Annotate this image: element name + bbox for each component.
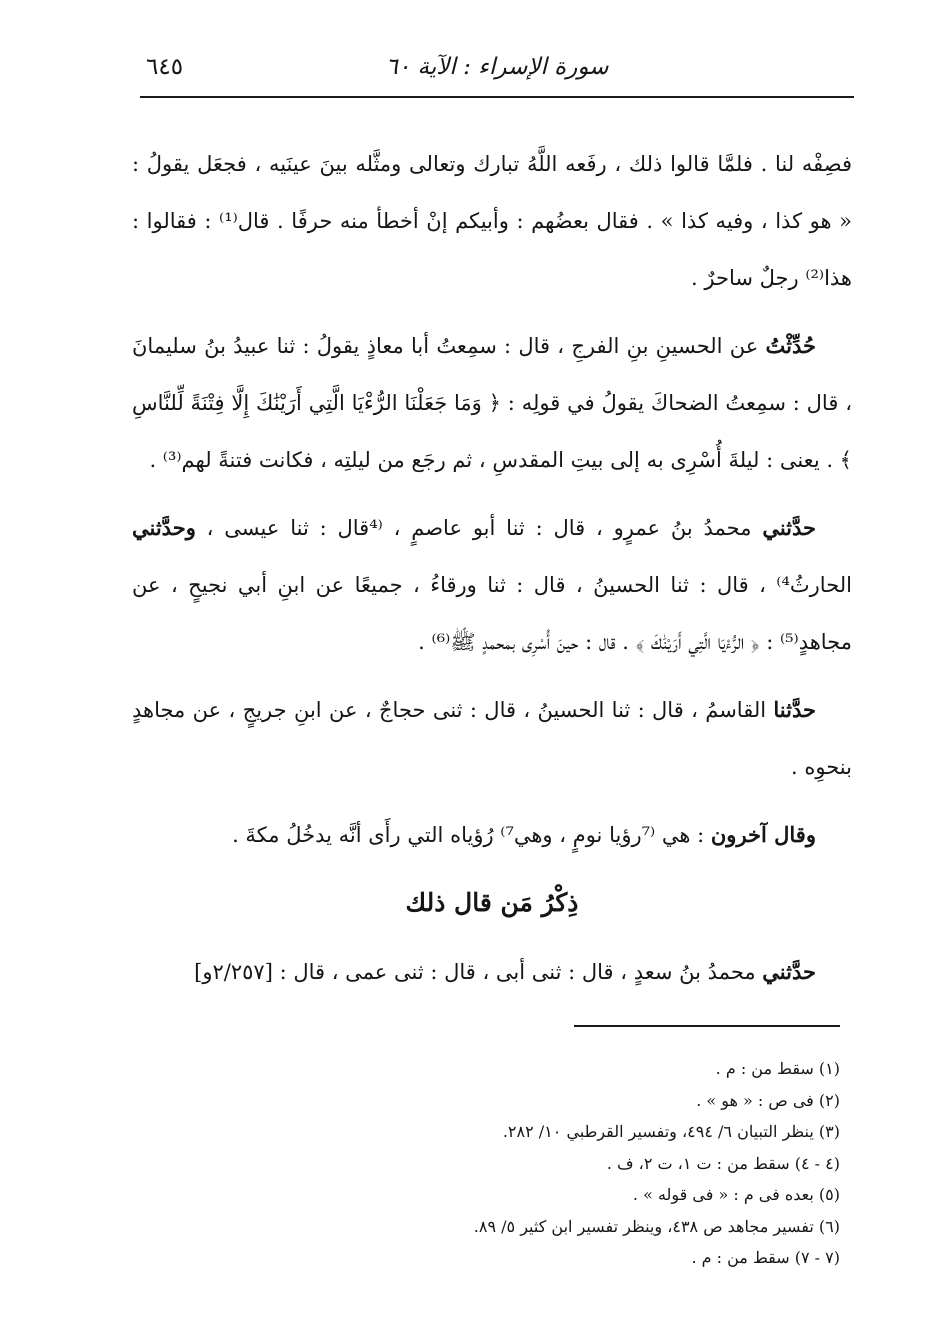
paragraph-2-text: عن الحسينِ بنِ الفرجِ ، قال : سمِعتُ أبا معاذٍ يقولُ : ثنا عبيدُ بنُ سليمانَ ، قال : سمِعتُ الضحاكَ يقولُ في قولِه : ﴿ وَمَا جَعَلْنَا الرُّءْيَا الَّتِي أَرَيْنَٰكَ إِلَّا فِتْنَةً لِّلنَّاسِ ﴾ . يعنى : ليلةَ أُسْرِى به إلى بيتِ المقدسِ ، ثم رجَع من ليلتِه ، فكانت فتنةً لهم⁽³⁾ . <box>132 334 852 472</box>
paragraph-6 <box>132 943 852 1001</box>
paragraph-3-text-1: محمدُ بنُ عمرٍو ، قال : ثنا أبو عاصمٍ ، ⁽⁴قال : ثنا عيسى ، <box>195 516 763 540</box>
paragraph-4-lead: حدَّثنا <box>773 697 816 722</box>
footnote-item: (١) سقط من : م . <box>715 1059 840 1078</box>
footnote-item: (٧ - ٧) سقط من : م . <box>691 1248 840 1267</box>
footnote-rule <box>574 1025 840 1027</box>
footnote-item: (٤ - ٤) سقط من : ت ١، ت ٢، ف . <box>606 1153 840 1173</box>
header-rule <box>140 96 854 98</box>
page-header <box>140 48 854 92</box>
paragraph-5-lead: وقال آخرون <box>710 822 816 847</box>
paragraph-3-text-2: الحارثُ⁴⁾ ، قال : ثنا الحسينُ ، قال : ثنا ورقاءُ ، جميعًا عن ابنِ أبي نجيحٍ ، عن مجاهدٍ⁽⁵⁾ : ﴿ الرُّءْيَا الَّتِي أَرَيْنَٰكَ ﴾ . قال : حينَ أُسْرِى بمحمدٍ ﷺ⁽⁶⁾ . <box>132 573 852 654</box>
paragraph-2 <box>132 317 852 489</box>
paragraph-6-lead: حدَّثني <box>762 959 816 984</box>
paragraph-1-text: فصِفْه لنا . فلمَّا قالوا ذلك ، رفَعه اللَّهُ تبارك وتعالى ومثَّله بينَ عينَيه ، فجعَل يقولُ : « هو كذا ، وفيه كذا » . فقال بعضُهم : وأبيكم إنْ أخطأ منه حرفًا . قال⁽¹⁾ : فقالوا : هذا⁽²⁾ رجلٌ ساحرٌ . <box>132 152 853 290</box>
paragraph-3 <box>132 499 852 671</box>
paragraph-2-lead: حُدِّثْتُ <box>765 333 816 358</box>
footnote-item: (٢) فى ص : « هو » . <box>696 1090 840 1110</box>
main-text <box>132 136 852 1011</box>
section-heading: ذِكْرُ مَن قال ذلك <box>405 888 579 917</box>
paragraph-3-lead-2: وحدَّثني <box>132 515 196 540</box>
paragraph-1 <box>132 136 852 307</box>
page-number: ٦٤٥ <box>146 54 184 80</box>
paragraph-4-text: القاسمُ ، قال : ثنا الحسينُ ، قال : ثنى حجاجٌ ، عن ابنِ جريجٍ ، عن مجاهدٍ بنحوِه . <box>132 698 852 779</box>
footnote-item: (٥) بعده فى م : « فى قوله » . <box>632 1185 840 1204</box>
paragraph-5 <box>132 806 852 864</box>
footnote-item: (٣) ينظر التبيان ٦/ ٤٩٤، وتفسير القرطبي ١٠/ ٢٨٢. <box>502 1122 840 1141</box>
paragraph-5-text: : هي ⁽⁷رؤيا نومٍ ، وهي⁷⁾ رُؤياه التي رأَى أنَّه يدخُلُ مكةَ . <box>232 823 711 847</box>
paragraph-4 <box>132 681 852 796</box>
footnotes <box>140 1053 840 1274</box>
paragraph-6-text: محمدُ بنُ سعدٍ ، قال : ثنى أبى ، قال : ثنى عمى ، قال : [٢/٢٥٧و] <box>194 960 763 984</box>
footnote-item: (٦) تفسير مجاهد ص ٤٣٨، وينظر تفسير ابن كثير ٥/ ٨٩. <box>473 1216 840 1236</box>
paragraph-3-lead: حدَّثني <box>762 515 817 540</box>
running-title: سورة الإسراء : الآية ٦٠ <box>385 54 609 80</box>
